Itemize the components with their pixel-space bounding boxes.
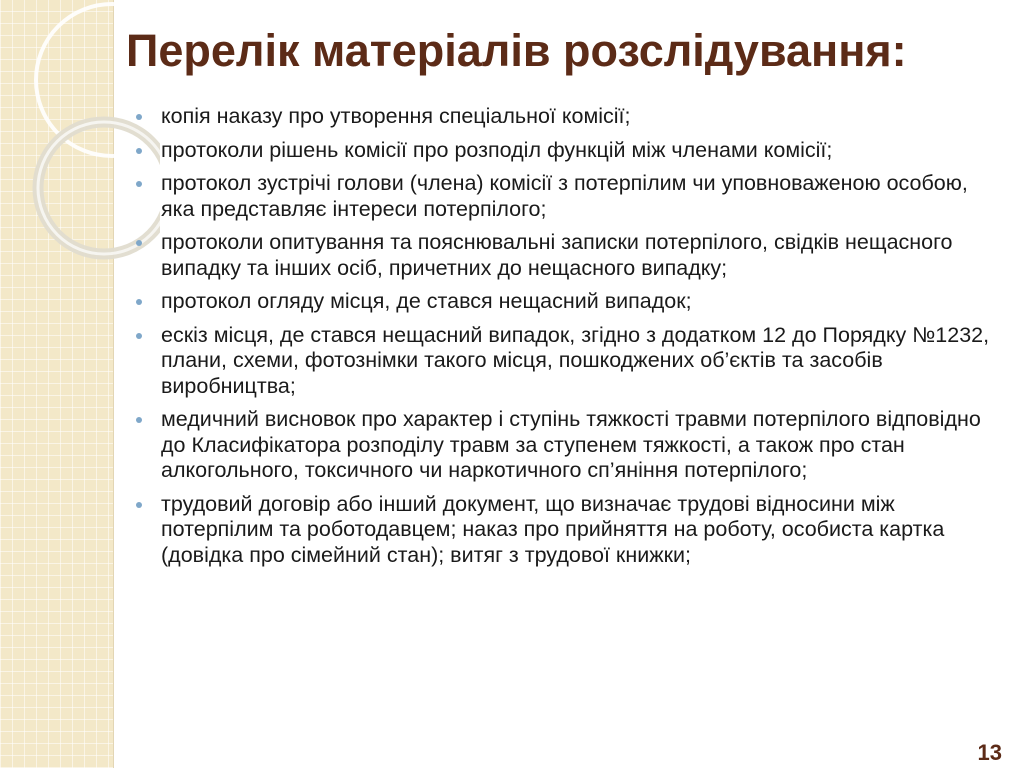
bullet-item — [136, 138, 996, 164]
bullet-dot-icon — [136, 148, 142, 154]
bullet-text: протокол зустрічі голови (члена) комісії з потерпілим чи уповноваженою особою, яка представляє інтереси потерпілого; — [161, 171, 968, 221]
slide-title: Перелік матеріалів розслідування: — [126, 25, 907, 76]
bullet-text: копія наказу про утворення спеціальної комісії; — [161, 104, 631, 128]
bullet-text: протоколи рішень комісії про розподіл функцій між членами комісії; — [161, 137, 833, 162]
bullet-dot-icon — [136, 299, 142, 305]
bullet-list — [136, 104, 996, 568]
bullet-item — [136, 323, 996, 400]
bullet-dot-icon — [136, 417, 142, 423]
bullet-dot-icon — [136, 240, 142, 246]
bullet-text: протокол огляду місця, де стався нещасний випадок; — [161, 289, 692, 313]
bullet-item — [136, 407, 996, 484]
bullet-item — [136, 289, 996, 315]
bullet-text: медичний висновок про характер і ступінь тяжкості травми потерпілого відповідно до Класифікатора розподілу травм за ступенем тяжкості, а також про стан алкогольного, токсичного чи наркотичного сп’яніння потерпілого; — [161, 407, 981, 482]
bullet-dot-icon — [136, 502, 142, 508]
bullet-text: протоколи опитування та пояснювальні записки потерпілого, свідків нещасного випадку та інших осіб, причетних до нещасного випадку; — [161, 230, 953, 280]
bullet-item — [136, 104, 996, 130]
bullet-text: трудовий договір або інший документ, що визначає трудові відносини між потерпілим та роботодавцем; наказ про прийняття на роботу, особиста картка (довідка про сімейний стан); витяг з трудової книжки; — [161, 491, 945, 567]
bullet-item — [136, 230, 996, 281]
bullet-dot-icon — [136, 181, 142, 187]
slide-content — [136, 104, 996, 576]
bullet-text: ескіз місця, де стався нещасний випадок, згідно з додатком 12 до Порядку №1232, плани, схеми, фотознімки такого місця, пошкоджених об’єктів та засобів виробництва; — [161, 322, 990, 398]
bullet-dot-icon — [136, 114, 142, 120]
bullet-item — [136, 171, 996, 222]
bullet-dot-icon — [136, 333, 142, 339]
page-number: 13 — [977, 740, 1002, 765]
bullet-item — [136, 492, 996, 569]
